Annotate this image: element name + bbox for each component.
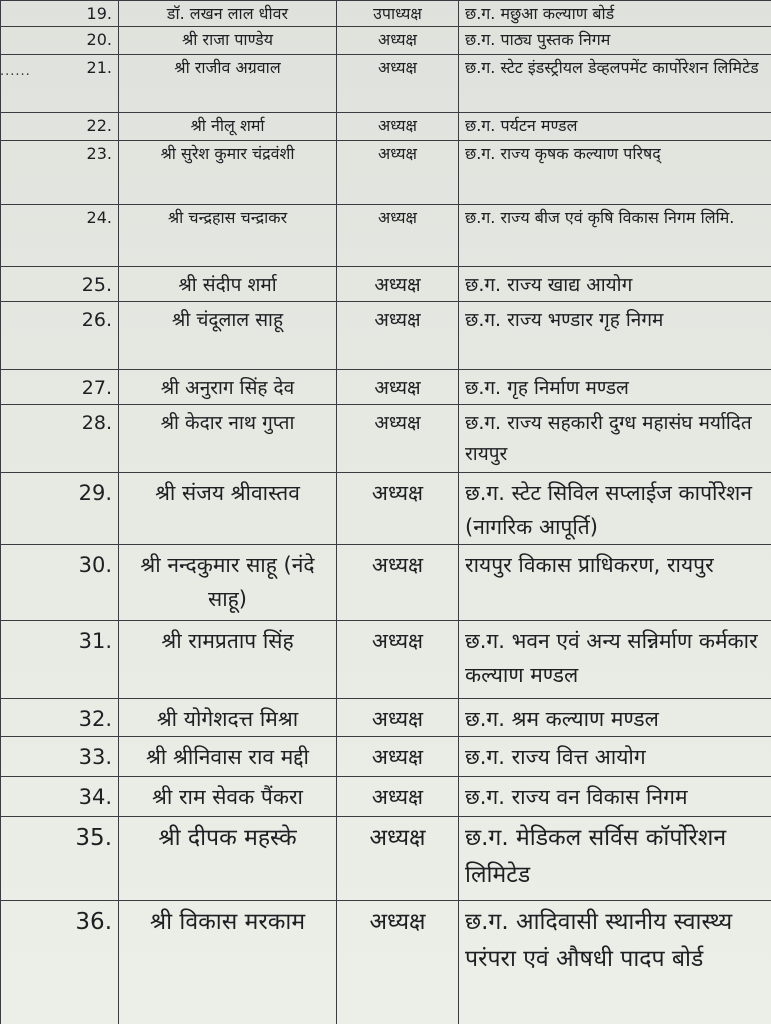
- organization: छ.ग. गृह निर्माण मण्डल: [459, 370, 771, 405]
- designation: उपाध्यक्ष: [337, 1, 459, 27]
- serial-number: 24.: [1, 205, 119, 267]
- organization: छ.ग. राज्य खाद्य आयोग: [459, 267, 771, 302]
- person-name: श्री संदीप शर्मा: [119, 267, 337, 302]
- organization: छ.ग. राज्य बीज एवं कृषि विकास निगम लिमि.: [459, 205, 771, 267]
- person-name: श्री नन्दकुमार साहू (नंदे साहू): [119, 545, 337, 621]
- serial-number: 28.: [1, 405, 119, 473]
- margin-dots: ......: [0, 64, 31, 79]
- serial-number: 30.: [1, 545, 119, 621]
- table-row: [1, 267, 771, 302]
- table-row: [1, 473, 771, 545]
- table-row: [1, 1, 771, 27]
- designation: अध्यक्ष: [337, 545, 459, 621]
- table-row: [1, 141, 771, 205]
- serial-number: 21.: [1, 55, 119, 113]
- person-name: श्री नीलू शर्मा: [119, 113, 337, 141]
- designation: अध्यक्ष: [337, 737, 459, 777]
- serial-number: 20.: [1, 27, 119, 55]
- serial-number: 26.: [1, 302, 119, 370]
- organization: छ.ग. राज्य वन विकास निगम: [459, 777, 771, 817]
- table-row: [1, 621, 771, 699]
- serial-number: 23.: [1, 141, 119, 205]
- serial-number: 31.: [1, 621, 119, 699]
- organization: छ.ग. आदिवासी स्थानीय स्वास्थ्य परंपरा एवं औषधी पादप बोर्ड: [459, 901, 771, 1024]
- person-name: श्री अनुराग सिंह देव: [119, 370, 337, 405]
- person-name: श्री केदार नाथ गुप्ता: [119, 405, 337, 473]
- organization: छ.ग. पाठ्य पुस्तक निगम: [459, 27, 771, 55]
- table-row: [1, 405, 771, 473]
- table-row: [1, 817, 771, 901]
- person-name: श्री रामप्रताप सिंह: [119, 621, 337, 699]
- designation: अध्यक्ष: [337, 817, 459, 901]
- designation: अध्यक्ष: [337, 901, 459, 1024]
- person-name: श्री सुरेश कुमार चंद्रवंशी: [119, 141, 337, 205]
- serial-number: 22.: [1, 113, 119, 141]
- person-name: श्री श्रीनिवास राव मद्दी: [119, 737, 337, 777]
- designation: अध्यक्ष: [337, 621, 459, 699]
- designation: अध्यक्ष: [337, 699, 459, 737]
- designation: अध्यक्ष: [337, 205, 459, 267]
- person-name: श्री विकास मरकाम: [119, 901, 337, 1024]
- designation: अध्यक्ष: [337, 777, 459, 817]
- serial-number: 19.: [1, 1, 119, 27]
- serial-number: 32.: [1, 699, 119, 737]
- organization: छ.ग. राज्य सहकारी दुग्ध महासंघ मर्यादित रायपुर: [459, 405, 771, 473]
- designation: अध्यक्ष: [337, 405, 459, 473]
- table-row: [1, 901, 771, 1024]
- table-row: [1, 205, 771, 267]
- person-name: श्री योगेशदत्त मिश्रा: [119, 699, 337, 737]
- table-row: [1, 777, 771, 817]
- table-row: [1, 737, 771, 777]
- person-name: श्री चंदूलाल साहू: [119, 302, 337, 370]
- person-name: श्री राजीव अग्रवाल: [119, 55, 337, 113]
- organization: छ.ग. स्टेट इंडस्ट्रीयल डेव्हलपमेंट कार्पोरेशन लिमिटेड: [459, 55, 771, 113]
- table-row: [1, 699, 771, 737]
- organization: छ.ग. राज्य कृषक कल्याण परिषद्: [459, 141, 771, 205]
- designation: अध्यक्ष: [337, 473, 459, 545]
- serial-number: 35.: [1, 817, 119, 901]
- designation: अध्यक्ष: [337, 27, 459, 55]
- table-row: [1, 113, 771, 141]
- serial-number: 36.: [1, 901, 119, 1024]
- serial-number: 27.: [1, 370, 119, 405]
- serial-number: 29.: [1, 473, 119, 545]
- table-row: [1, 370, 771, 405]
- designation: अध्यक्ष: [337, 370, 459, 405]
- designation: अध्यक्ष: [337, 141, 459, 205]
- organization: छ.ग. मछुआ कल्याण बोर्ड: [459, 1, 771, 27]
- person-name: श्री दीपक महस्के: [119, 817, 337, 901]
- person-name: श्री संजय श्रीवास्तव: [119, 473, 337, 545]
- organization: रायपुर विकास प्राधिकरण, रायपुर: [459, 545, 771, 621]
- organization: छ.ग. पर्यटन मण्डल: [459, 113, 771, 141]
- organization: छ.ग. श्रम कल्याण मण्डल: [459, 699, 771, 737]
- designation: अध्यक्ष: [337, 113, 459, 141]
- table-row: [1, 545, 771, 621]
- organization: छ.ग. भवन एवं अन्य सन्निर्माण कर्मकार कल्याण मण्डल: [459, 621, 771, 699]
- organization: छ.ग. स्टेट सिविल सप्लाईज कार्पोरेशन (नागरिक आपूर्ति): [459, 473, 771, 545]
- table-row: [1, 302, 771, 370]
- designation: अध्यक्ष: [337, 267, 459, 302]
- designation: अध्यक्ष: [337, 55, 459, 113]
- person-name: श्री चन्द्रहास चन्द्राकर: [119, 205, 337, 267]
- serial-number: 33.: [1, 737, 119, 777]
- organization: छ.ग. राज्य भण्डार गृह निगम: [459, 302, 771, 370]
- person-name: श्री राम सेवक पैंकरा: [119, 777, 337, 817]
- person-name: डॉ. लखन लाल धीवर: [119, 1, 337, 27]
- serial-number: 25.: [1, 267, 119, 302]
- organization: छ.ग. राज्य वित्त आयोग: [459, 737, 771, 777]
- table-row: [1, 55, 771, 113]
- designation: अध्यक्ष: [337, 302, 459, 370]
- person-name: श्री राजा पाण्डेय: [119, 27, 337, 55]
- organization: छ.ग. मेडिकल सर्विस कॉर्पोरेशन लिमिटेड: [459, 817, 771, 901]
- serial-number: 34.: [1, 777, 119, 817]
- table-row: [1, 27, 771, 55]
